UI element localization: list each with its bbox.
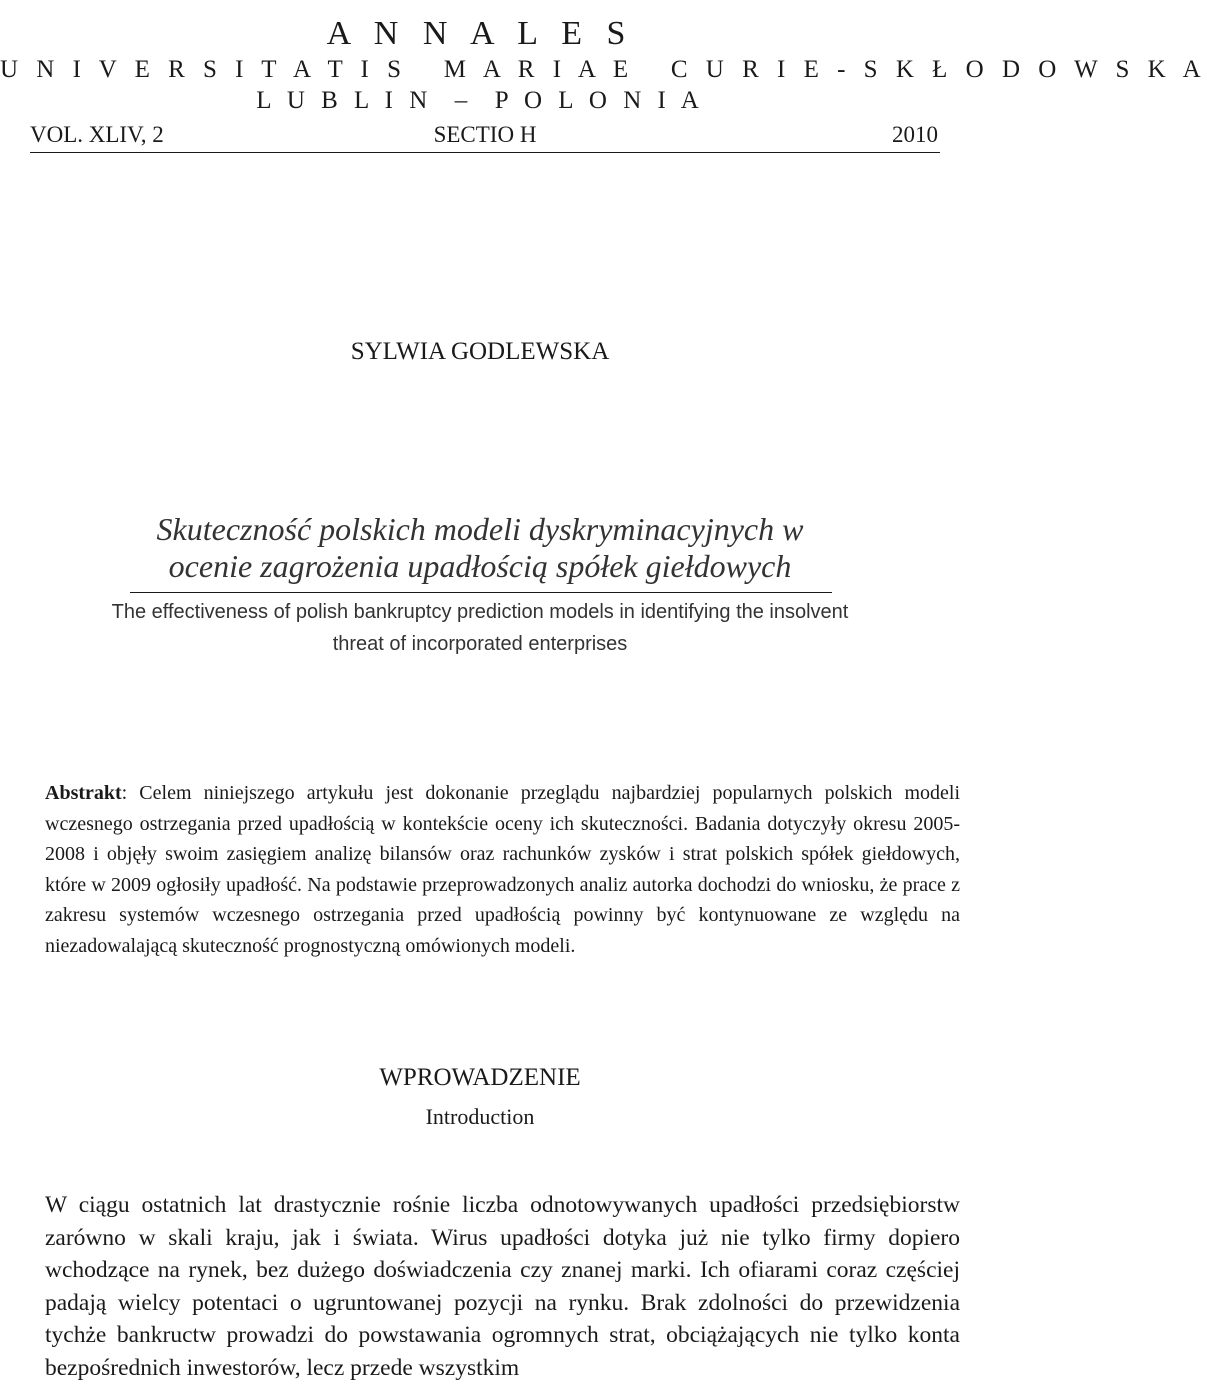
volume-label: VOL. XLIV, 2 — [30, 122, 164, 147]
abstract-text: : Celem niniejszego artykułu jest dokonanie przeglądu najbardziej popularnych polskich modeli wczesnego ostrzegania przed upadłością w kontekście oceny ich skuteczności. Badania dotyczyły okresu 2005-2008 i objęły swoim zasięgiem analizę bilansów oraz rachunków zysków i strat polskich spółek giełdowych, które w 2009 ogłosiły upadłość. Na podstawie przeprowadzonych analiz autorka dochodzi do wniosku, że prace z zakresu systemów wczesnego ostrzegania przed upadłością powinny być kontynuowane ze względu na niezadowalającą skuteczność prognostyczną omówionych modeli. — [45, 782, 960, 957]
abstract — [45, 778, 960, 961]
body-paragraph: W ciągu ostatnich lat drastycznie rośnie liczba odnotowywanych upadłości przedsiębiorstw zarówno w skali kraju, jak i świata. Wirus upadłości dotyka już nie tylko firmy dopiero wchodzące na rynek, bez dużego doświadczenia czy znanej marki. Ich ofiarami coraz częściej padają wielcy potentaci o ugruntowanej pozycji na rynku. Brak zdolności do przewidzenia tychże bankructw prowadzi do powstawania ogromnych strat, obciążających nie tylko konta bezpośrednich inwestorów, lecz przede wszystkim — [45, 1192, 960, 1381]
abstract-label: Abstrakt — [45, 782, 122, 804]
section-heading: WPROWADZENIE — [379, 1064, 581, 1091]
journal-subtitle: U N I V E R S I T A T I S M A R I A E C U R I E - S K Ł O D O W S K A — [0, 56, 1207, 83]
section-label: SECTIO H — [433, 122, 537, 147]
author-name: SYLWIA GODLEWSKA — [350, 338, 610, 365]
section-subheading: Introduction — [425, 1104, 535, 1129]
title-divider — [130, 592, 832, 593]
year-label: 2010 — [892, 122, 938, 147]
article-title-polish: Skuteczność polskich modeli dyskryminacyjnych w ocenie zagrożenia upadłością spółek giełdowych — [156, 511, 804, 584]
journal-place: L U B L I N – P O L O N I A — [256, 87, 704, 114]
journal-title: A N N A L E S — [326, 15, 634, 52]
article-title-english: The effectiveness of polish bankruptcy prediction models in identifying the insolvent threat of incorporated enterprises — [111, 601, 849, 655]
volume-row — [30, 120, 940, 153]
